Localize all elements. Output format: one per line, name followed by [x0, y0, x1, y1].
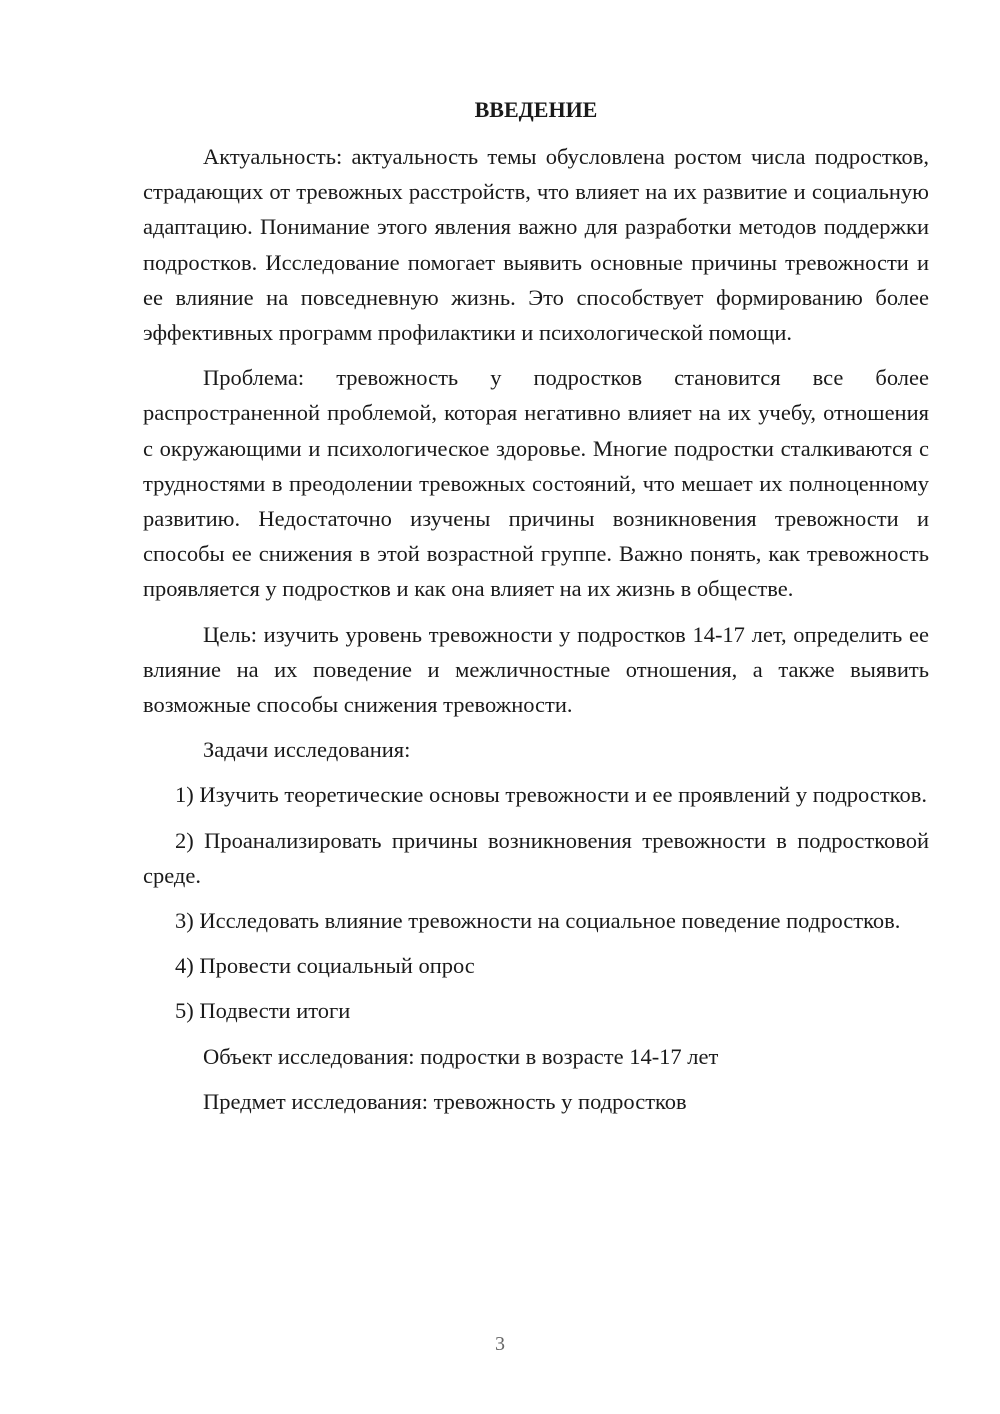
task-item-5: 5) Подвести итоги — [175, 998, 351, 1024]
page-content — [143, 95, 929, 1129]
page-number: 3 — [495, 1333, 505, 1355]
section-heading: ВВЕДЕНИЕ — [474, 97, 598, 122]
tasks-heading: Задачи исследования: — [203, 737, 411, 763]
problem-paragraph: Проблема: тревожность у подростков становится все более распространенной проблемой, которая негативно влияет на их учебу, отношения с окружающими и психологическое здоровье. Многие подростки сталкиваются с трудностями в преодолении тревожных состояний, что мешает их полноценному развитию. Недостаточно изучены причины возникновения тревожности и способы ее снижения в этой возрастной группе. Важно понять, как тревожность проявляется у подростков и как она влияет на их жизнь в обществе. — [143, 365, 929, 602]
task-item-3: 3) Исследовать влияние тревожности на социальное поведение подростков. — [175, 908, 901, 934]
task-item-2: 2) Проанализировать причины возникновения тревожности в подростковой среде. — [143, 827, 929, 888]
task-item-1: 1) Изучить теоретические основы тревожности и ее проявлений у подростков. — [175, 782, 927, 808]
research-object: Объект исследования: подростки в возрасте 14-17 лет — [203, 1043, 719, 1069]
relevance-paragraph: Актуальность: актуальность темы обусловлена ростом числа подростков, страдающих от тревожных расстройств, что влияет на их развитие и социальную адаптацию. Понимание этого явления важно для разработки методов поддержки подростков. Исследование помогает выявить основные причины тревожности и ее влияние на повседневную жизнь. Это способствует формированию более эффективных программ профилактики и психологической помощи. — [143, 144, 929, 346]
goal-paragraph: Цель: изучить уровень тревожности у подростков 14-17 лет, определить ее влияние на их поведение и межличностные отношения, а также выявить возможные способы снижения тревожности. — [143, 621, 929, 718]
research-subject: Предмет исследования: тревожность у подростков — [203, 1088, 687, 1114]
task-item-4: 4) Провести социальный опрос — [175, 953, 475, 979]
